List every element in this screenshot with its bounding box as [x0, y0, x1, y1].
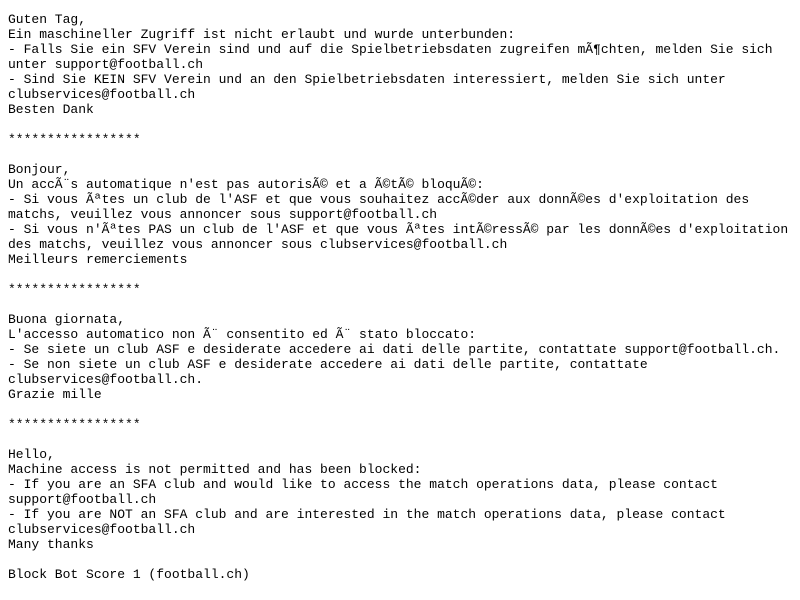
instruction-line-en: support@football.ch — [8, 492, 157, 507]
instruction-line-fr: des matchs, veuillez vous annoncer sous clubservices@football.ch — [8, 237, 508, 252]
closing-en: Many thanks — [8, 537, 94, 552]
spacer — [8, 267, 800, 282]
spacer — [8, 147, 800, 162]
spacer — [8, 117, 800, 132]
closing-it: Grazie mille — [8, 387, 102, 402]
greeting-it: Buona giornata, — [8, 312, 126, 327]
instruction-line-de: - Falls Sie ein SFV Verein sind und auf die Spielbetriebsdaten zugreifen mÃ¶chten, melden Sie sich — [8, 42, 773, 57]
instruction-line-fr: - Si vous n'Ãªtes PAS un club de l'ASF et que vous Ãªtes intÃ©ressÃ© par les donnÃ©es d'exploitation — [8, 222, 789, 237]
instruction-line-de: clubservices@football.ch — [8, 87, 196, 102]
instruction-line-it: - Se non siete un club ASF e desiderate accedere ai dati delle partite, contattate — [8, 357, 648, 372]
instruction-line-de: - Sind Sie KEIN SFV Verein und an den Spielbetriebsdaten interessiert, melden Sie sich unter — [8, 72, 726, 87]
spacer — [8, 432, 800, 447]
instruction-line-en: clubservices@football.ch — [8, 522, 196, 537]
italian-section — [8, 312, 800, 402]
blocked-notice-it: L'accesso automatico non Ã¨ consentito ed Ã¨ stato bloccato: — [8, 327, 477, 342]
greeting-en: Hello, — [8, 447, 55, 462]
instruction-line-de: unter support@football.ch — [8, 57, 204, 72]
blocked-notice-de: Ein maschineller Zugriff ist nicht erlaubt und wurde unterbunden: — [8, 27, 516, 42]
instruction-line-en: - If you are an SFA club and would like to access the match operations data, please contact — [8, 477, 718, 492]
instruction-line-it: - Se siete un club ASF e desiderate accedere ai dati delle partite, contattate support@football.ch. — [8, 342, 781, 357]
spacer — [8, 402, 800, 417]
blocked-notice-en: Machine access is not permitted and has been blocked: — [8, 462, 422, 477]
blocked-access-message — [8, 12, 800, 582]
french-section — [8, 162, 800, 267]
greeting-fr: Bonjour, — [8, 162, 71, 177]
bot-score-footer: Block Bot Score 1 (football.ch) — [8, 567, 250, 582]
instruction-line-fr: - Si vous Ãªtes un club de l'ASF et que vous souhaitez accÃ©der aux donnÃ©es d'exploitation des — [8, 192, 750, 207]
instruction-line-fr: matchs, veuillez vous annoncer sous support@football.ch — [8, 207, 438, 222]
blocked-notice-fr: Un accÃ¨s automatique n'est pas autorisÃ© et a Ã©tÃ© bloquÃ©: — [8, 177, 484, 192]
spacer — [8, 297, 800, 312]
section-separator: ***************** — [8, 417, 141, 432]
spacer — [8, 552, 800, 567]
section-separator: ***************** — [8, 132, 141, 147]
instruction-line-en: - If you are NOT an SFA club and are interested in the match operations data, please contact — [8, 507, 726, 522]
german-section — [8, 12, 800, 117]
section-separator: ***************** — [8, 282, 141, 297]
closing-fr: Meilleurs remerciements — [8, 252, 188, 267]
instruction-line-it: clubservices@football.ch. — [8, 372, 204, 387]
closing-de: Besten Dank — [8, 102, 94, 117]
english-section — [8, 447, 800, 552]
greeting-de: Guten Tag, — [8, 12, 87, 27]
